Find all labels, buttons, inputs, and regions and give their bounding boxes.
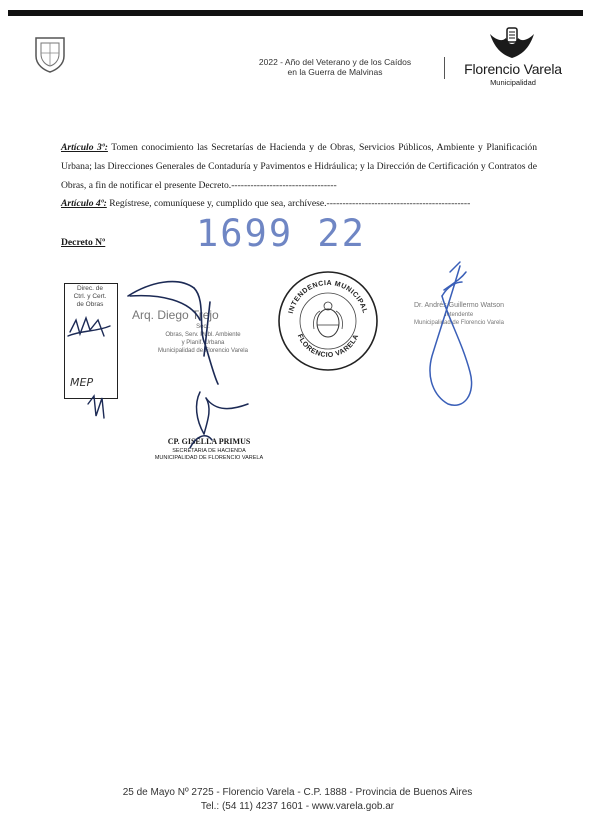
- stamp-trejo-role: Secr. Obras, Serv. Públ. Ambiente y Planif. Urbana Municipalidad de Florencio Varela: [158, 324, 248, 354]
- decreto-number: 1699 22: [196, 212, 366, 255]
- intendencia-round-seal: [276, 269, 380, 373]
- header-motto: [236, 57, 434, 77]
- florencio-varela-logo-icon: [484, 24, 540, 64]
- footer-address: 25 de Mayo Nº 2725 - Florencio Varela - C.P. 1888 - Provincia de Buenos Aires: [122, 787, 473, 798]
- decreto-label: Decreto Nº: [61, 237, 106, 248]
- stamp-primus-name: CP. GISELLA PRIMUS: [167, 437, 251, 446]
- stamp-trejo-name: Arq. Diego Trejo: [132, 308, 219, 322]
- footer-contact: Tel.: (54 11) 4237 1601 - www.varela.gob.ar: [200, 801, 395, 812]
- municipal-shield-icon: [32, 34, 68, 74]
- control-stamp-label: Direc. de Ctrl. y Cert. de Obras: [73, 285, 107, 308]
- stamp-primus-role: SECRETARIA DE HACIENDA MUNICIPALIDAD DE FLORENCIO VARELA: [154, 448, 264, 461]
- article-4: [61, 194, 537, 213]
- article-3-title: Artículo 3º:: [61, 142, 108, 153]
- logo-subtitle: Municipalidad: [490, 78, 536, 87]
- article-3-text: Tomen conocimiento las Secretarías de Hacienda y de Obras, Servicios Públicos, Ambiente y Planificación Urbana; las Direcciones Generales de Contaduría y Pavimentos e Hidráulica; y la Dirección de Certificación y Contratos de Obras, a fin de notificar el presente Decreto.---------------------------------: [61, 142, 537, 191]
- logo-name: Florencio Varela: [464, 61, 562, 77]
- header-motto-line2: en la Guerra de Malvinas: [287, 67, 383, 77]
- header-divider: [444, 57, 445, 79]
- article-4-title: Artículo 4º:: [61, 198, 107, 209]
- stamp-watson-role: Intendente Municipalidad de Florencio Varela: [414, 312, 504, 326]
- round-seal-bottom-text: FLORENCIO VARELA: [295, 333, 361, 360]
- national-coat-of-arms-icon: [313, 302, 342, 337]
- stamp-watson-name: Dr. Andrés Guillermo Watson: [414, 302, 504, 309]
- article-4-text: Regístrese, comuníquese y, cumplido que sea, archívese.---------------------------------------------: [106, 198, 471, 209]
- article-3: [61, 138, 537, 195]
- top-border-bar: [8, 10, 583, 16]
- header-motto-line1: 2022 - Año del Veterano y de los Caídos: [258, 57, 412, 67]
- round-seal-top-text: INTENDENCIA MUNICIPAL: [287, 279, 369, 315]
- control-stamp-initials: MEP: [70, 376, 94, 389]
- signature-watson: [430, 262, 472, 405]
